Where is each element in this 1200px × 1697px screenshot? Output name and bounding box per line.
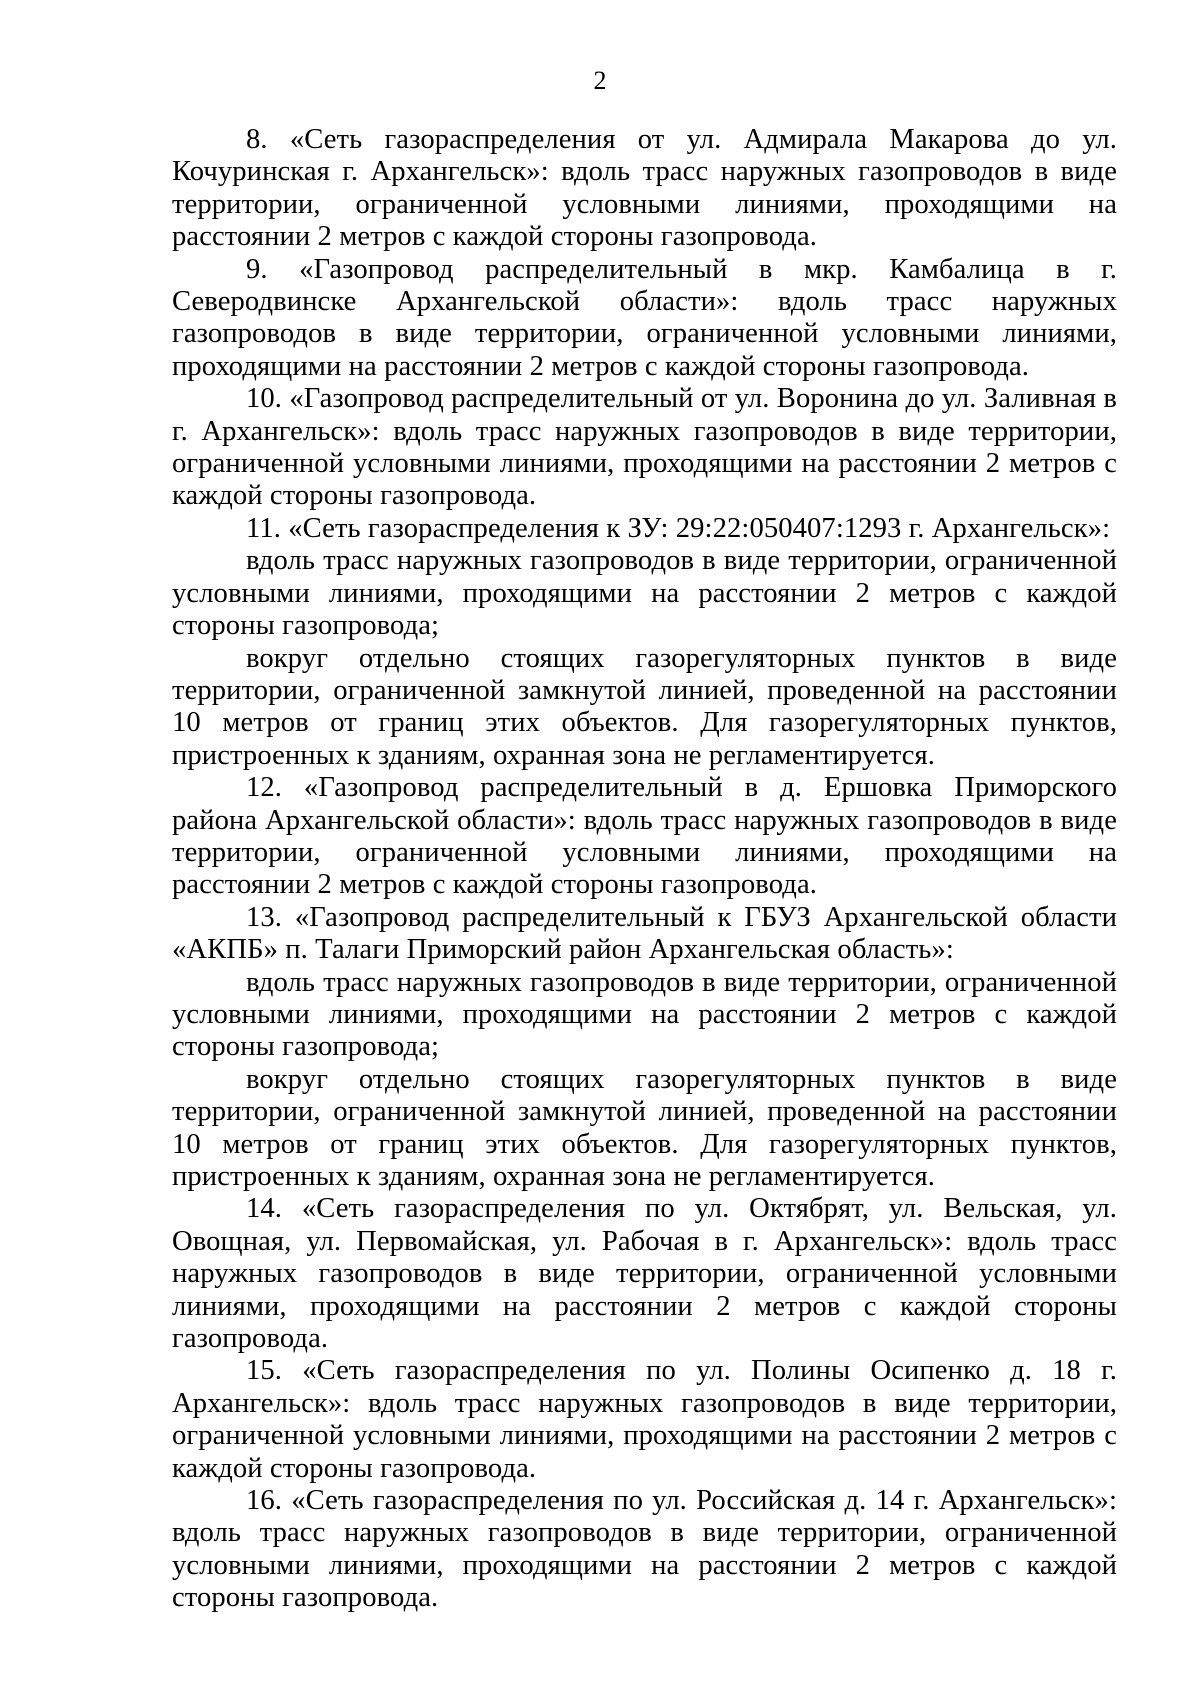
- paragraph-item-11-pipelines: вдоль трасс наружных газопроводов в виде территории, ограниченной условными линиями, проходящими на расстоянии 2 метров с каждой стороны газопровода;: [172, 545, 1117, 642]
- paragraph-item-13-pipelines: вдоль трасс наружных газопроводов в виде территории, ограниченной условными линиями, проходящими на расстоянии 2 метров с каждой стороны газопровода;: [172, 966, 1117, 1063]
- paragraph-item-15: 15. «Сеть газораспределения по ул. Полины Осипенко д. 18 г. Архангельск»: вдоль трасс наружных газопроводов в виде территории, ограниченной условными линиями, проходящими на расстоянии 2 метров с каждой стороны газопровода.: [172, 1355, 1117, 1484]
- paragraph-item-11-regulator-points: вокруг отдельно стоящих газорегуляторных пунктов в виде территории, ограниченной замкнутой линией, проведенной на расстоянии 10 метров от границ этих объектов. Для газорегуляторных пунктов, пристроенных к зданиям, охранная зона не регламентируется.: [172, 642, 1117, 771]
- paragraph-item-11-heading: 11. «Сеть газораспределения к ЗУ: 29:22:050407:1293 г. Архангельск»:: [246, 512, 1111, 544]
- paragraph-item-13-heading: 13. «Газопровод распределительный к ГБУЗ Архангельской области «АКПБ» п. Талаги Приморский район Архангельская область»:: [172, 901, 1117, 966]
- paragraph-item-13-regulator-points: вокруг отдельно стоящих газорегуляторных пунктов в виде территории, ограниченной замкнутой линией, проведенной на расстоянии 10 метров от границ этих объектов. Для газорегуляторных пунктов, пристроенных к зданиям, охранная зона не регламентируется.: [172, 1063, 1117, 1192]
- paragraph-item-14: 14. «Сеть газораспределения по ул. Октябрят, ул. Вельская, ул. Овощная, ул. Первомайская, ул. Рабочая в г. Архангельск»: вдоль трасс наружных газопроводов в виде территории, ограниченной условными линиями, проходящими на расстоянии 2 метров с каждой стороны газопровода.: [172, 1193, 1117, 1355]
- paragraph-item-12: 12. «Газопровод распределительный в д. Ершовка Приморского района Архангельской области»: вдоль трасс наружных газопроводов в виде территории, ограниченной условными линиями, проходящими на расстоянии 2 метров с каждой стороны газопровода.: [172, 772, 1117, 901]
- paragraph-item-16: 16. «Сеть газораспределения по ул. Российская д. 14 г. Архангельск»: вдоль трасс наружных газопроводов в виде территории, ограниченной условными линиями, проходящими на расстоянии 2 метров с каждой стороны газопровода.: [172, 1485, 1117, 1614]
- document-body: [172, 124, 1117, 1615]
- paragraph-item-8: 8. «Сеть газораспределения от ул. Адмирала Макарова до ул. Кочуринская г. Архангельск»: вдоль трасс наружных газопроводов в виде территории, ограниченной условными линиями, проходящими на расстоянии 2 метров с каждой стороны газопровода.: [172, 124, 1117, 253]
- page-number: 2: [593, 66, 607, 95]
- paragraph-item-9: 9. «Газопровод распределительный в мкр. Камбалица в г. Северодвинске Архангельской области»: вдоль трасс наружных газопроводов в виде территории, ограниченной условными линиями, проходящими на расстоянии 2 метров с каждой стороны газопровода.: [172, 253, 1117, 382]
- paragraph-item-10: 10. «Газопровод распределительный от ул. Воронина до ул. Заливная в г. Архангельск»: вдоль трасс наружных газопроводов в виде территории, ограниченной условными линиями, проходящими на расстоянии 2 метров с каждой стороны газопровода.: [172, 383, 1117, 512]
